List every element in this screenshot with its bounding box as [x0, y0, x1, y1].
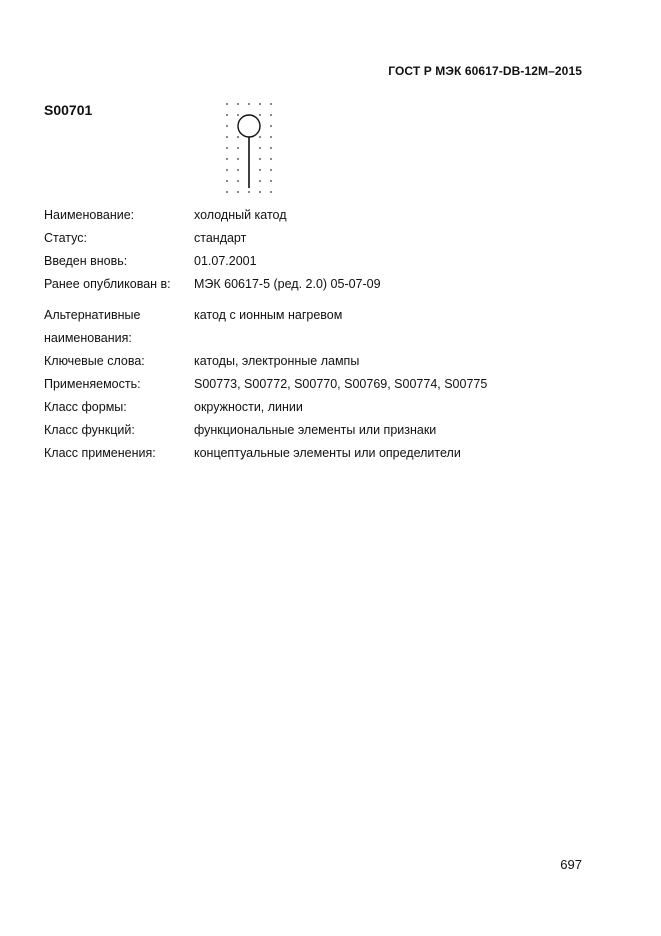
field-name	[44, 204, 604, 227]
field-value: катоды, электронные лампы	[194, 354, 360, 368]
field-label: Альтернативные наименования:	[44, 308, 141, 345]
field-shape-class	[44, 396, 604, 419]
field-label: Введен вновь:	[44, 254, 128, 268]
field-previously-published	[44, 273, 604, 296]
field-label: Ключевые слова:	[44, 354, 145, 368]
field-label: Класс применения:	[44, 446, 156, 460]
field-value: стандарт	[194, 231, 247, 245]
field-applicability	[44, 373, 604, 396]
field-label: Класс формы:	[44, 400, 127, 414]
field-value: 01.07.2001	[194, 254, 257, 268]
field-application-class	[44, 442, 604, 465]
field-status	[44, 227, 604, 250]
symbol-code: S00701	[44, 102, 93, 118]
field-value: S00773, S00772, S00770, S00769, S00774, S00775	[194, 377, 488, 391]
field-keywords	[44, 350, 604, 373]
field-function-class	[44, 419, 604, 442]
field-label: Статус:	[44, 231, 87, 245]
field-label: Ранее опубликован в:	[44, 277, 171, 291]
field-label: Класс функций:	[44, 423, 135, 437]
field-value: холодный катод	[194, 208, 287, 222]
field-value: МЭК 60617-5 (ред. 2.0) 05-07-09	[194, 277, 381, 291]
field-value: катод с ионным нагревом	[194, 308, 343, 322]
field-label: Применяемость:	[44, 377, 141, 391]
cathode-circle	[238, 115, 260, 137]
field-introduced	[44, 250, 604, 273]
field-alternative-names	[44, 304, 604, 350]
field-value: окружности, линии	[194, 400, 303, 414]
field-value: концептуальные элементы или определители	[194, 446, 461, 460]
field-label: Наименование:	[44, 208, 135, 222]
cold-cathode-symbol-icon	[220, 100, 282, 196]
document-header: ГОСТ Р МЭК 60617-DB-12M–2015	[388, 64, 582, 78]
attribute-table	[44, 204, 604, 465]
page-number: 697	[560, 857, 582, 872]
field-value: функциональные элементы или признаки	[194, 423, 437, 437]
